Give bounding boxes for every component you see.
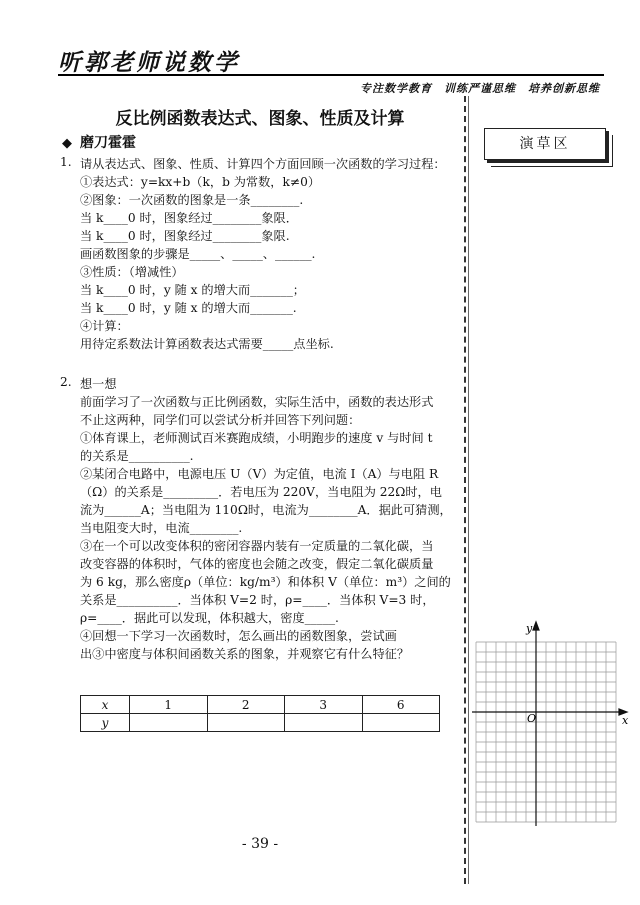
q1-number: 1.	[60, 155, 72, 169]
table-cell: y	[81, 714, 130, 732]
y-axis-label: y	[526, 622, 533, 635]
draft-area-label: 演草区	[484, 128, 606, 160]
q1-line: 当 k____0 时，图象经过________象限.	[80, 229, 290, 243]
q1-line: ①表达式：y=kx+b（k，b 为常数，k≠0）	[80, 175, 321, 189]
q1-line: 用待定系数法计算函数表达式需要_____点坐标.	[80, 337, 334, 351]
table-row	[81, 714, 440, 732]
q1-line: 当 k____0 时，y 随 x 的增大而_______；	[80, 283, 305, 297]
q2-line: 前面学习了一次函数与正比例函数，实际生活中，函数的表达形式	[80, 395, 434, 409]
column-divider-inner	[468, 96, 469, 884]
q2-line: 不止这两种，同学们可以尝试分析并回答下列问题：	[80, 413, 361, 427]
q2-line: 关系是__________．当体积 V=2 时，ρ=____．当体积 V=3 时，	[80, 593, 435, 607]
q2-line: 为 6 kg，那么密度ρ（单位：kg/m³）和体积 V（单位：m³）之间的	[80, 575, 451, 589]
y-axis-arrow-icon	[533, 622, 539, 630]
q1-line: 请从表达式、图象、性质、计算四个方面回顾一次函数的学习过程：	[80, 157, 446, 171]
page-number: - 39 -	[241, 836, 279, 852]
q2-line: 流为______A；当电阻为 110Ω时，电流为________A．据此可猜测，	[80, 503, 452, 517]
q2-body	[80, 375, 452, 663]
q1-line: ②图象：一次函数的图象是一条________.	[80, 193, 304, 207]
q1-line: 当 k____0 时，y 随 x 的增大而_______.	[80, 301, 297, 315]
table-cell: 3	[285, 696, 363, 714]
q1-body	[80, 155, 446, 353]
q1-line: ③性质：（增减性）	[80, 265, 184, 279]
table-cell[interactable]	[130, 714, 208, 732]
x-axis-label: x	[622, 714, 629, 727]
column-divider	[464, 96, 466, 884]
table-cell: 1	[130, 696, 208, 714]
q2-line: ③在一个可以改变体积的密闭容器内装有一定质量的二氧化碳，当	[80, 539, 434, 553]
table-cell[interactable]	[285, 714, 363, 732]
table-row	[81, 696, 440, 714]
origin-label: O	[527, 712, 537, 725]
brand-logo-text: 听郭老师说数学	[58, 49, 240, 76]
page-title: 反比例函数表达式、图象、性质及计算	[115, 109, 405, 129]
q2-line: 改变容器的体积时，气体的密度也会随之改变，假定二氧化碳质量	[80, 557, 434, 571]
q2-line: 出③中密度与体积间函数关系的图象，并观察它有什么特征？	[80, 647, 410, 661]
q2-line: ②某闭合电路中，电源电压 U（V）为定值，电流 I（A）与电阻 R	[80, 467, 439, 481]
q2-line: 想一想	[80, 377, 117, 391]
diamond-icon: ◆	[62, 136, 72, 151]
table-cell: 6	[362, 696, 440, 714]
section-label: 磨刀霍霍	[80, 135, 136, 151]
q1-line: 当 k____0 时，图象经过________象限．	[80, 211, 298, 225]
table-cell[interactable]	[207, 714, 285, 732]
coordinate-grid	[472, 620, 632, 830]
section-heading	[62, 132, 136, 152]
q2-line: 的关系是__________.	[80, 449, 194, 463]
header-slogan: 专注数学教育 训练严谨思维 培养创新思维	[360, 82, 600, 95]
q2-line: ④回想一下学习一次函数时，怎么画出的函数图象，尝试画	[80, 629, 397, 643]
q2-line: ρ=____．据此可以发现，体积越大，密度_____.	[80, 611, 339, 625]
q2-line: （Ω）的关系是_________．若电压为 220V，当电阻为 22Ω时，电	[80, 485, 442, 499]
q1-line: ④计算：	[80, 319, 129, 333]
table-cell: 2	[207, 696, 285, 714]
value-table	[80, 695, 440, 732]
q1-line: 画函数图象的步骤是_____、_____、______.	[80, 247, 316, 261]
table-cell: x	[81, 696, 130, 714]
q2-line: ①体育课上，老师测试百米赛跑成绩，小明跑步的速度 v 与时间 t	[80, 431, 433, 445]
q2-line: 当电阻变大时，电流________.	[80, 521, 243, 535]
table-cell[interactable]	[362, 714, 440, 732]
q2-number: 2.	[60, 375, 72, 389]
header-rule	[58, 74, 604, 76]
